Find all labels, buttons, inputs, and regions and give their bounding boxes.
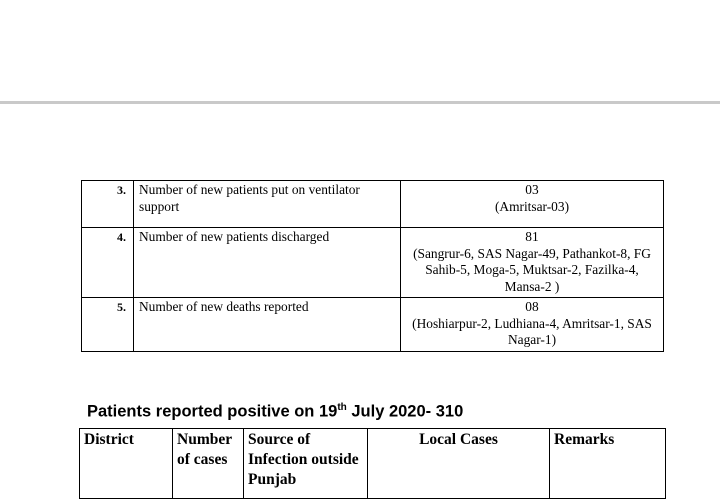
cases-table <box>79 428 666 499</box>
table-row <box>82 298 664 352</box>
column-header-remarks: Remarks <box>550 429 666 499</box>
row-detail: (Sangrur-6, SAS Nagar-49, Pathankot-8, FG Sahib-5, Moga-5, Muktsar-2, Fazilka-4, Mansa-2 ) <box>413 245 651 294</box>
row-value: 03 <box>525 182 539 197</box>
row-description: Number of new patients discharged <box>134 228 401 298</box>
column-header-district: District <box>80 429 173 499</box>
heading-suffix: July 2020- 310 <box>346 402 464 421</box>
heading-prefix: Patients reported positive on 19 <box>87 402 338 421</box>
row-value-cell <box>401 181 664 228</box>
row-description: Number of new deaths reported <box>134 298 401 352</box>
row-value-cell <box>401 298 664 352</box>
serial-number: 4. <box>82 228 134 298</box>
column-header-number-of-cases: Number of cases <box>173 429 244 499</box>
row-detail: (Hoshiarpur-2, Ludhiana-4, Amritsar-1, SAS Nagar-1) <box>412 315 652 347</box>
table-header-row <box>80 429 666 499</box>
row-value: 08 <box>525 299 539 314</box>
serial-number: 3. <box>82 181 134 228</box>
summary-table <box>81 180 664 352</box>
row-detail: (Amritsar-03) <box>494 198 570 214</box>
section-heading <box>87 402 463 422</box>
table-row <box>82 181 664 228</box>
row-description: Number of new patients put on ventilator support <box>134 181 401 228</box>
cases-table-viewport <box>79 428 669 488</box>
serial-number: 5. <box>82 298 134 352</box>
row-value-cell <box>401 228 664 298</box>
table-row <box>82 228 664 298</box>
column-header-source-of-infection: Source of Infection outside Punjab <box>244 429 368 499</box>
header-divider <box>0 101 720 104</box>
column-header-local-cases: Local Cases <box>368 429 550 499</box>
heading-superscript: th <box>337 402 347 413</box>
row-value: 81 <box>525 229 539 244</box>
